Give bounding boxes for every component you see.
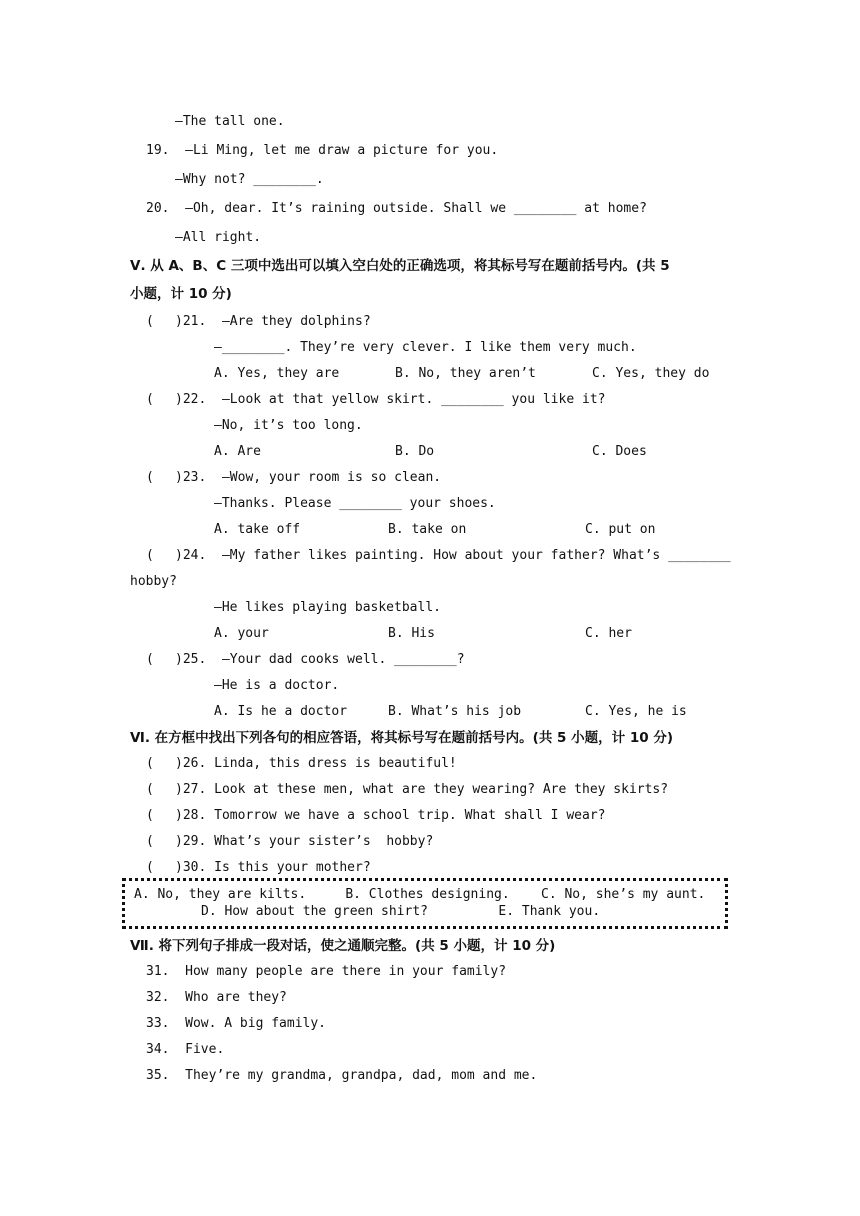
- answer-20: —All right.: [175, 230, 262, 245]
- answer-paren: (: [146, 652, 154, 667]
- sentence-34: 34. Five.: [146, 1042, 225, 1057]
- option-24-b: B. His: [388, 626, 435, 641]
- option-22-a: A. Are: [214, 444, 261, 459]
- question-25: )25. —Your dad cooks well. ________?: [175, 652, 465, 667]
- box-options-line-2: D. How about the green shirt? E. Thank you.: [201, 904, 601, 919]
- sentence-35: 35. They’re my grandma, grandpa, dad, mom and me.: [146, 1068, 538, 1083]
- option-23-a: A. take off: [214, 522, 301, 537]
- question-24: )24. —My father likes painting. How about your father? What’s ________: [175, 548, 731, 563]
- question-24-cont: hobby?: [130, 574, 177, 589]
- option-23-b: B. take on: [388, 522, 467, 537]
- answer-paren: (: [146, 782, 154, 797]
- question-28: )28. Tomorrow we have a school trip. What shall I wear?: [175, 808, 606, 823]
- answer-19: —Why not? ________.: [175, 172, 324, 187]
- question-23-reply: —Thanks. Please ________ your shoes.: [214, 496, 496, 511]
- option-25-a: A. Is he a doctor: [214, 704, 348, 719]
- answer-paren: (: [146, 808, 154, 823]
- question-29: )29. What’s your sister’s hobby?: [175, 834, 434, 849]
- answer-paren: (: [146, 860, 154, 875]
- question-22-reply: —No, it’s too long.: [214, 418, 363, 433]
- answer-paren: (: [146, 834, 154, 849]
- answer-paren: (: [146, 756, 154, 771]
- question-25-reply: —He is a doctor.: [214, 678, 340, 693]
- question-20: 20. —Oh, dear. It’s raining outside. Shall we ________ at home?: [146, 201, 647, 216]
- question-30: )30. Is this your mother?: [175, 860, 371, 875]
- section-5-title-cont: 小题，计 10 分): [130, 286, 232, 302]
- option-25-c: C. Yes, he is: [585, 704, 687, 719]
- answer-paren: (: [146, 470, 154, 485]
- sentence-33: 33. Wow. A big family.: [146, 1016, 327, 1031]
- question-26: )26. Linda, this dress is beautiful!: [175, 756, 457, 771]
- section-7-title: Ⅶ. 将下列句子排成一段对话，使之通顺完整。(共 5 小题，计 10 分): [130, 938, 556, 954]
- option-24-a: A. your: [214, 626, 269, 641]
- option-21-a: A. Yes, they are: [214, 366, 340, 381]
- option-22-c: C. Does: [592, 444, 647, 459]
- question-21: )21. —Are they dolphins?: [175, 314, 371, 329]
- option-25-b: B. What’s his job: [388, 704, 522, 719]
- section-6-title: Ⅵ. 在方框中找出下列各句的相应答语，将其标号写在题前括号内。(共 5 小题，计 10 分): [130, 730, 673, 746]
- sentence-32: 32. Who are they?: [146, 990, 287, 1005]
- question-19: 19. —Li Ming, let me draw a picture for you.: [146, 143, 499, 158]
- answer-paren: (: [146, 314, 154, 329]
- option-24-c: C. her: [585, 626, 632, 641]
- question-22: )22. —Look at that yellow skirt. ________ you like it?: [175, 392, 606, 407]
- answer-line: —The tall one.: [175, 114, 285, 129]
- question-24-reply: —He likes playing basketball.: [214, 600, 441, 615]
- question-21-reply: —________. They’re very clever. I like them very much.: [214, 340, 637, 355]
- question-23: )23. —Wow, your room is so clean.: [175, 470, 442, 485]
- option-21-b: B. No, they aren’t: [395, 366, 536, 381]
- answer-paren: (: [146, 392, 154, 407]
- section-5-title: Ⅴ. 从 A、B、C 三项中选出可以填入空白处的正确选项，将其标号写在题前括号内。(共 5: [130, 258, 670, 274]
- answer-paren: (: [146, 548, 154, 563]
- question-27: )27. Look at these men, what are they wearing? Are they skirts?: [175, 782, 669, 797]
- option-22-b: B. Do: [395, 444, 435, 459]
- box-options-line-1: A. No, they are kilts. B. Clothes designing. C. No, she’s my aunt.: [134, 887, 706, 902]
- option-21-c: C. Yes, they do: [592, 366, 710, 381]
- option-23-c: C. put on: [585, 522, 656, 537]
- sentence-31: 31. How many people are there in your family?: [146, 964, 507, 979]
